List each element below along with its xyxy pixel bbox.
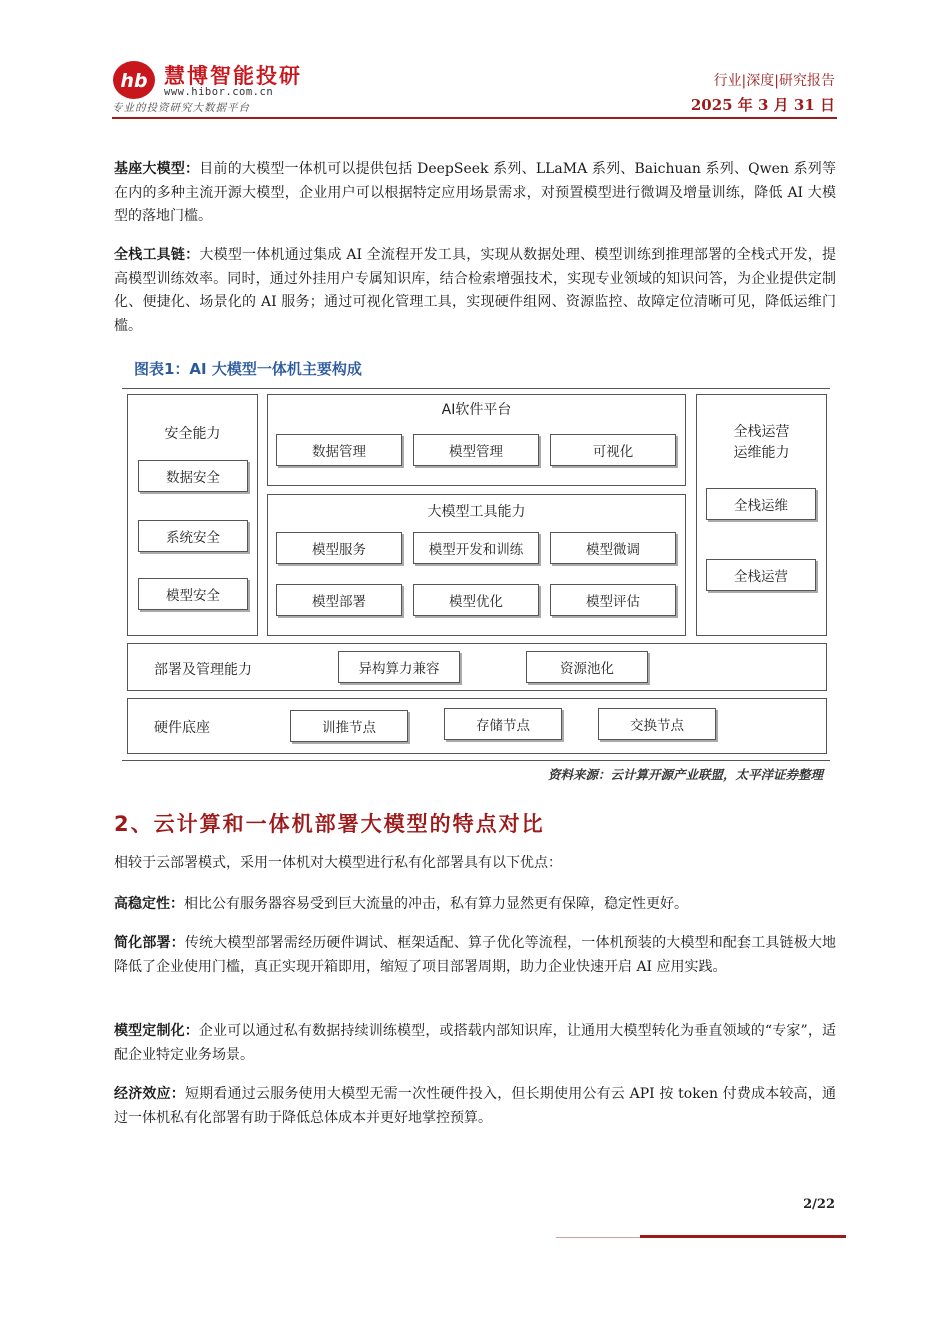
figure-title: 图表1：AI 大模型一体机主要构成 — [134, 360, 362, 378]
paragraph-text: 大模型一体机通过集成 AI 全流程开发工具，实现从数据处理、模型训练到推理部署的全栈式开发，提高模型训练效率。同时，通过外挂用户专属知识库，结合检索增强技术，实现专业领域的知识问答，为企业提供定制化、便捷化、场景化的 AI 服务；通过可视化管理工具，实现硬件组网、资源监控、故障定位清晰可见，降低运维门槛。 — [114, 247, 836, 334]
security-panel-title: 安全能力 — [164, 426, 221, 442]
point-high-stability — [114, 893, 836, 917]
model-tools-title: 大模型工具能力 — [427, 504, 526, 520]
section-intro — [114, 852, 836, 876]
hardware-item-switch-node: 交换节点 — [598, 708, 716, 740]
tool-item-model-deploy: 模型部署 — [276, 584, 402, 616]
point-text: 传统大模型部署需经历硬件调试、框架适配、算子优化等流程，一体机预装的大模型和配套工具链极大地降低了企业使用门槛，真正实现开箱即用，缩短了项目部署周期，助力企业快速开启 AI 应用实践。 — [114, 935, 837, 975]
paragraph-lead: 基座大模型： — [114, 161, 200, 177]
hibor-logo-icon — [112, 60, 156, 100]
tool-item-model-finetune: 模型微调 — [550, 532, 676, 564]
tool-item-model-service: 模型服务 — [276, 532, 402, 564]
security-item-system: 系统安全 — [138, 520, 248, 552]
deploy-item-heterogeneous-compute: 异构算力兼容 — [338, 651, 460, 683]
paragraph-full-stack-toolchain — [114, 244, 836, 338]
hardware-base-title: 硬件底座 — [154, 720, 210, 736]
report-category: 行业|深度|研究报告 — [713, 73, 835, 89]
brand-name: 慧博智能投研 — [164, 64, 302, 88]
security-item-model: 模型安全 — [138, 578, 248, 610]
ops-item-fullstack-maintenance: 全栈运维 — [706, 488, 816, 520]
ops-panel-title-line2: 运维能力 — [733, 445, 790, 461]
point-simplified-deployment — [114, 932, 836, 979]
tool-item-model-dev-training: 模型开发和训练 — [413, 532, 539, 564]
header-divider — [112, 117, 837, 119]
section-heading: 2、云计算和一体机部署大模型的特点对比 — [114, 812, 545, 836]
deploy-management-title: 部署及管理能力 — [154, 662, 252, 678]
ops-item-fullstack-operation: 全栈运营 — [706, 559, 816, 591]
point-text: 短期看通过云服务使用大模型无需一次性硬件投入，但长期使用公有云 API 按 token 付费成本较高，通过一体机私有化部署有助于降低总体成本并更好地掌控预算。 — [114, 1086, 836, 1126]
tool-item-model-evaluate: 模型评估 — [550, 584, 676, 616]
figure-bottom-rule — [122, 760, 830, 761]
paragraph-text: 目前的大模型一体机可以提供包括 DeepSeek 系列、LLaMA 系列、Baichuan 系列、Qwen 系列等在内的多种主流开源大模型，企业用户可以根据特定应用场景需求，对预置模型进行微调及增量训练，降低 AI 大模型的落地门槛。 — [114, 161, 837, 224]
figure-source: 资料来源：云计算开源产业联盟，太平洋证券整理 — [547, 767, 823, 782]
point-economic-effect — [114, 1083, 836, 1130]
deploy-item-resource-pooling: 资源池化 — [526, 651, 648, 683]
brand-slogan: 专业的投资研究大数据平台 — [112, 102, 250, 114]
svg-text:hb: hb — [120, 70, 148, 92]
tool-item-model-optimize: 模型优化 — [413, 584, 539, 616]
brand-url: www.hibor.com.cn — [164, 86, 274, 98]
section-intro-text: 相较于云部署模式，采用一体机对大模型进行私有化部署具有以下优点： — [114, 855, 562, 871]
footer-rule-red — [640, 1235, 846, 1238]
report-date: 2025 年 3 月 31 日 — [690, 96, 835, 114]
point-lead: 经济效应： — [114, 1086, 185, 1102]
platform-item-visualization: 可视化 — [550, 434, 676, 466]
platform-item-model-management: 模型管理 — [413, 434, 539, 466]
point-lead: 高稳定性： — [114, 896, 184, 912]
page-number: 2/22 — [803, 1197, 835, 1212]
point-lead: 模型定制化： — [114, 1023, 199, 1039]
hardware-item-train-infer-node: 训推节点 — [290, 710, 408, 742]
ops-panel-title-line1: 全栈运营 — [733, 424, 790, 440]
paragraph-lead: 全栈工具链： — [114, 247, 200, 263]
security-item-data: 数据安全 — [138, 460, 248, 492]
footer-rule-light — [556, 1237, 640, 1238]
point-text: 企业可以通过私有数据持续训练模型，或搭载内部知识库，让通用大模型转化为垂直领域的“专家”，适配企业特定业务场景。 — [114, 1023, 837, 1063]
point-model-customization — [114, 1020, 836, 1067]
ai-platform-title: AI软件平台 — [441, 402, 512, 418]
figure-top-rule — [122, 388, 830, 389]
point-text: 相比公有服务器容易受到巨大流量的冲击，私有算力显然更有保障，稳定性更好。 — [184, 896, 688, 912]
platform-item-data-management: 数据管理 — [276, 434, 402, 466]
paragraph-base-model — [114, 158, 836, 229]
point-lead: 简化部署： — [114, 935, 185, 951]
hardware-item-storage-node: 存储节点 — [444, 708, 562, 740]
brand-logo — [112, 58, 302, 112]
